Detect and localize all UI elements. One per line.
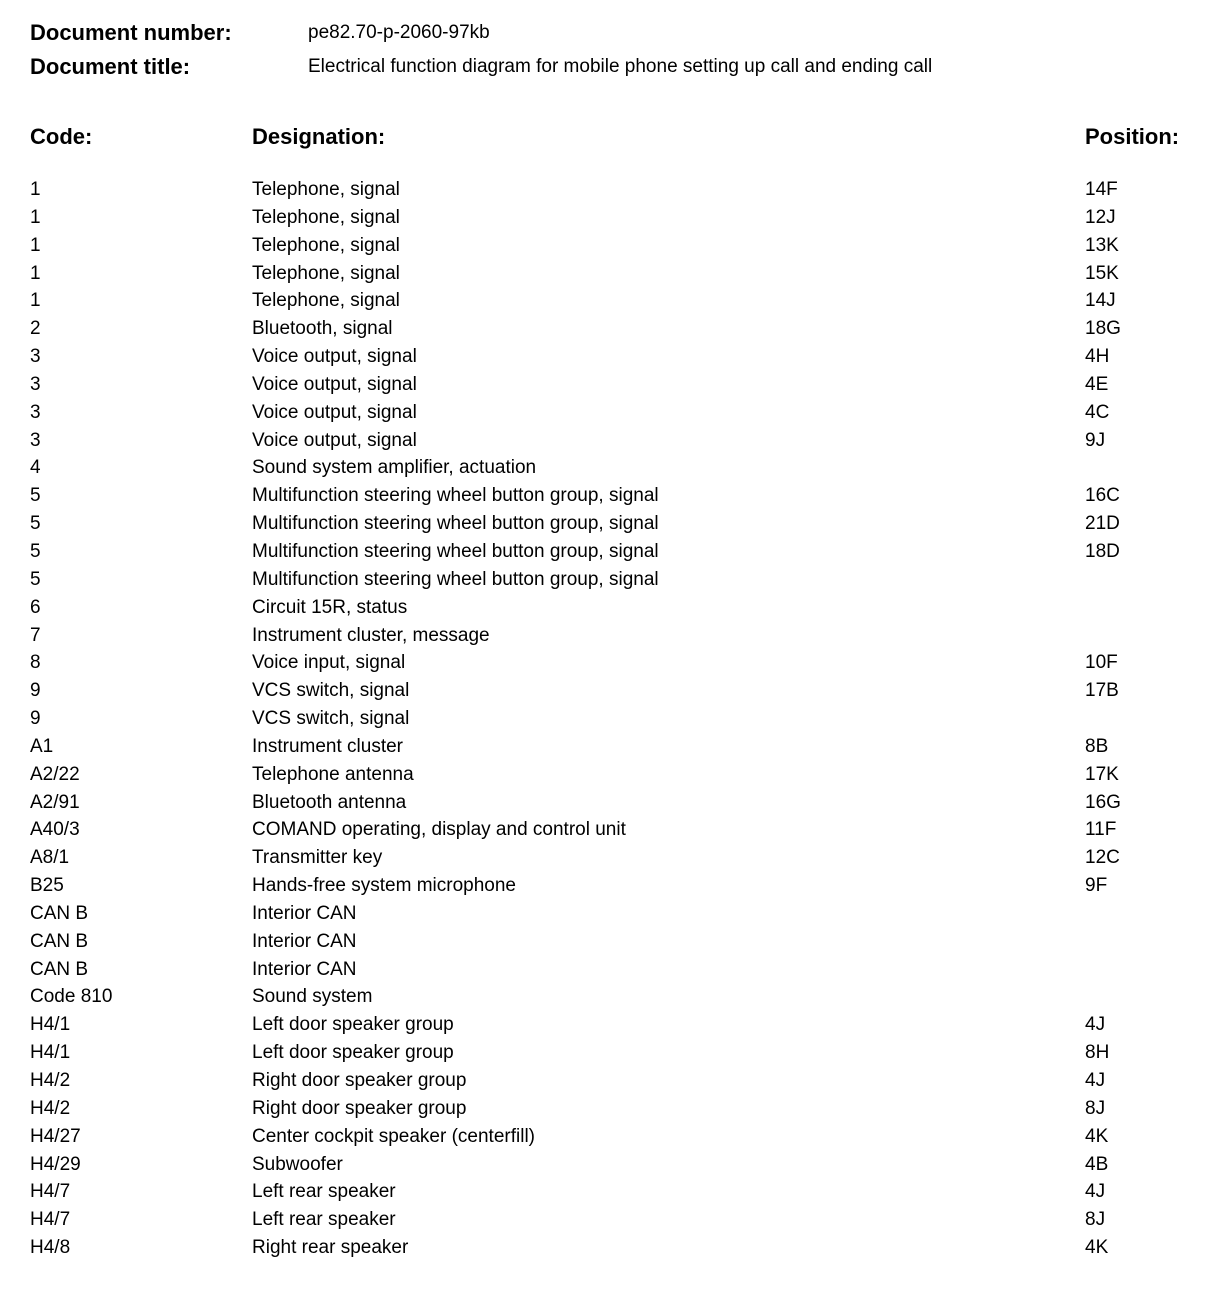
row-position: 4E (1085, 373, 1109, 395)
table-row (0, 789, 1212, 817)
row-designation: Left door speaker group (252, 1014, 454, 1036)
row-position: 16G (1085, 791, 1121, 813)
row-designation: Voice output, signal (252, 429, 417, 451)
row-code: A40/3 (30, 819, 80, 841)
table-row (0, 900, 1212, 928)
row-position: 4J (1085, 1181, 1106, 1203)
row-designation: Telephone, signal (252, 206, 400, 228)
row-designation: Interior CAN (252, 958, 357, 980)
table-row (0, 176, 1212, 204)
row-position: 8H (1085, 1042, 1110, 1064)
row-position: 17B (1085, 680, 1119, 702)
table-row (0, 956, 1212, 984)
row-designation: Telephone, signal (252, 234, 400, 256)
row-code: CAN B (30, 930, 89, 952)
row-designation: Multifunction steering wheel button group, signal (252, 568, 659, 590)
row-designation: Hands-free system microphone (252, 875, 516, 897)
table-row (0, 371, 1212, 399)
table-row (0, 287, 1212, 315)
table-row (0, 649, 1212, 677)
document-number-label: Document number: (30, 20, 232, 45)
row-designation: Center cockpit speaker (centerfill) (252, 1125, 535, 1147)
row-designation: Right door speaker group (252, 1070, 467, 1091)
row-code: 8 (30, 652, 41, 674)
table-row (0, 1151, 1212, 1179)
table-row (0, 1011, 1212, 1039)
row-position: 4J (1085, 1070, 1106, 1091)
row-position: 4H (1085, 346, 1110, 368)
row-code: 3 (30, 346, 41, 368)
row-designation: Right rear speaker (252, 1237, 409, 1259)
row-code: Code 810 (30, 986, 113, 1008)
row-code: 1 (30, 262, 41, 284)
table-row (0, 1095, 1212, 1123)
row-designation: Circuit 15R, status (252, 596, 408, 618)
row-code: 3 (30, 373, 41, 395)
row-designation: Voice output, signal (252, 401, 417, 423)
table-row (0, 1206, 1212, 1234)
table-row (0, 510, 1212, 538)
row-code: CAN B (30, 958, 89, 980)
row-code: H4/7 (30, 1181, 71, 1203)
row-code: 9 (30, 680, 41, 702)
row-designation: Telephone, signal (252, 290, 400, 312)
row-code: 3 (30, 429, 41, 451)
row-designation: Right door speaker group (252, 1097, 467, 1119)
row-position: 21D (1085, 513, 1120, 535)
row-code: H4/1 (30, 1014, 71, 1036)
row-code: 5 (30, 485, 41, 507)
table-row (0, 482, 1212, 510)
legend-table-body (0, 176, 1212, 1262)
row-position: 14F (1085, 179, 1118, 200)
row-designation: Instrument cluster (252, 735, 403, 757)
row-code: A8/1 (30, 847, 70, 869)
table-row (0, 983, 1212, 1011)
row-position: 9J (1085, 429, 1106, 451)
table-row (0, 844, 1212, 872)
row-designation: Transmitter key (252, 847, 383, 869)
row-position: 14J (1085, 290, 1116, 312)
table-row (0, 315, 1212, 343)
row-position: 8B (1085, 735, 1109, 757)
row-position: 4K (1085, 1237, 1109, 1259)
table-row (0, 816, 1212, 844)
document-number-row (30, 18, 1180, 48)
row-designation: Subwoofer (252, 1153, 343, 1175)
row-code: A2/91 (30, 791, 80, 813)
row-position: 18D (1085, 540, 1120, 562)
row-designation: Left door speaker group (252, 1042, 454, 1064)
row-position: 4K (1085, 1125, 1109, 1147)
table-row (0, 872, 1212, 900)
row-designation: Interior CAN (252, 930, 357, 952)
table-row (0, 566, 1212, 594)
row-code: 9 (30, 708, 41, 730)
row-designation: Multifunction steering wheel button group, signal (252, 540, 659, 562)
table-row (0, 928, 1212, 956)
row-code: H4/1 (30, 1042, 71, 1064)
table-row (0, 204, 1212, 232)
row-position: 12C (1085, 847, 1120, 869)
table-row (0, 733, 1212, 761)
row-designation: Sound system (252, 986, 373, 1008)
row-position: 8J (1085, 1209, 1106, 1231)
designation-column-header: Designation: (252, 124, 386, 149)
row-code: 6 (30, 596, 41, 618)
table-row (0, 427, 1212, 455)
row-position: 4C (1085, 401, 1110, 423)
row-position: 8J (1085, 1097, 1106, 1119)
row-designation: Left rear speaker (252, 1181, 396, 1203)
row-position: 13K (1085, 234, 1119, 256)
table-row (0, 622, 1212, 650)
table-row (0, 1067, 1212, 1095)
table-row (0, 705, 1212, 733)
table-row (0, 399, 1212, 427)
row-designation: Voice input, signal (252, 652, 406, 674)
row-designation: Interior CAN (252, 902, 357, 924)
code-column-header: Code: (30, 124, 93, 149)
row-code: B25 (30, 875, 64, 897)
row-code: 1 (30, 234, 41, 256)
row-designation: Bluetooth antenna (252, 791, 407, 813)
table-row (0, 1178, 1212, 1206)
row-designation: Telephone, signal (252, 179, 400, 200)
row-designation: VCS switch, signal (252, 680, 410, 702)
row-code: A2/22 (30, 763, 80, 785)
row-code: 5 (30, 540, 41, 562)
table-row (0, 1234, 1212, 1262)
table-row (0, 1039, 1212, 1067)
row-code: CAN B (30, 902, 89, 924)
row-code: H4/29 (30, 1153, 81, 1175)
row-code: 7 (30, 624, 41, 646)
table-row (0, 260, 1212, 288)
row-code: 2 (30, 318, 41, 340)
row-position: 17K (1085, 763, 1119, 785)
row-code: 3 (30, 401, 41, 423)
row-position: 18G (1085, 318, 1121, 340)
position-column-header: Position: (1085, 124, 1180, 149)
row-designation: Multifunction steering wheel button group, signal (252, 513, 659, 535)
row-designation: Voice output, signal (252, 346, 417, 368)
row-designation: Multifunction steering wheel button group, signal (252, 485, 659, 507)
table-row (0, 454, 1212, 482)
row-designation: Sound system amplifier, actuation (252, 457, 537, 479)
table-row (0, 594, 1212, 622)
document-title-label: Document title: (30, 54, 191, 79)
row-designation: Voice output, signal (252, 373, 417, 395)
document-number-value: pe82.70-p-2060-97kb (308, 22, 490, 43)
table-row (0, 538, 1212, 566)
table-row (0, 1123, 1212, 1151)
row-designation: Bluetooth, signal (252, 318, 393, 340)
document-title-value: Electrical function diagram for mobile phone setting up call and ending call (308, 56, 933, 77)
row-designation: Telephone antenna (252, 763, 414, 785)
table-row (0, 677, 1212, 705)
row-code: 4 (30, 457, 41, 479)
row-code: 5 (30, 513, 41, 535)
row-designation: COMAND operating, display and control unit (252, 819, 626, 841)
row-position: 15K (1085, 262, 1119, 284)
table-row (0, 761, 1212, 789)
row-position: 9F (1085, 875, 1108, 897)
row-position: 4J (1085, 1014, 1106, 1036)
row-code: 1 (30, 179, 41, 200)
row-position: 4B (1085, 1153, 1109, 1175)
row-position: 11F (1085, 819, 1117, 841)
row-position: 16C (1085, 485, 1120, 507)
row-code: A1 (30, 735, 54, 757)
row-designation: Instrument cluster, message (252, 624, 490, 646)
row-code: H4/2 (30, 1070, 71, 1091)
row-designation: Left rear speaker (252, 1209, 396, 1231)
document-title-row (30, 52, 1180, 82)
row-code: H4/2 (30, 1097, 71, 1119)
row-code: H4/27 (30, 1125, 81, 1147)
row-code: 1 (30, 206, 41, 228)
row-code: 5 (30, 568, 41, 590)
table-row (0, 343, 1212, 371)
row-position: 12J (1085, 206, 1116, 228)
table-row (0, 232, 1212, 260)
row-code: 1 (30, 290, 41, 312)
row-code: H4/8 (30, 1237, 71, 1259)
row-code: H4/7 (30, 1209, 71, 1231)
row-designation: VCS switch, signal (252, 708, 410, 730)
row-position: 10F (1085, 652, 1118, 674)
row-designation: Telephone, signal (252, 262, 400, 284)
